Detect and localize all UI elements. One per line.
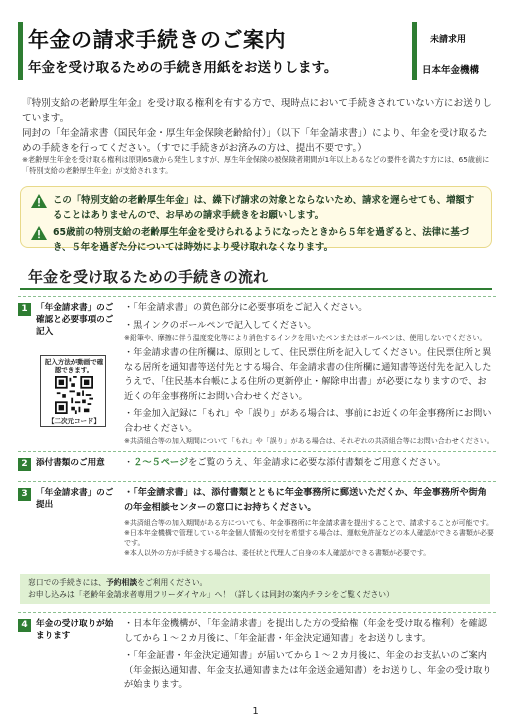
agency-name: 日本年金機構 bbox=[422, 65, 480, 76]
flow-title: 年金を受け取るための手続きの流れ bbox=[28, 268, 269, 286]
step-1-note-2: ※共済組合等の加入期間について「もれ」や「誤り」がある場合は、それぞれの共済組合等にお問い合わせください。 bbox=[124, 437, 494, 445]
step-number: 4 bbox=[18, 619, 31, 632]
step-2-bullet: ・ bbox=[124, 457, 134, 468]
warning-item bbox=[31, 225, 483, 255]
warning-text-1: この「特別支給の老齢厚生年金」は、繰下げ請求の対象とならないため、請求を遅らせても、増額することはありませんので、お早めの請求手続きをお願いします。 bbox=[53, 195, 475, 221]
step-3-note-3: ※本人以外の方が手続きする場合は、委任状と代理人ご自身の本人確認ができる書類が必要です。 bbox=[124, 549, 431, 557]
step-label: 添付書類のご用意 bbox=[36, 458, 105, 468]
step-number: 1 bbox=[18, 303, 31, 316]
reservation-line-1 bbox=[28, 577, 482, 589]
pages-reference-link[interactable]: ２～５ページ bbox=[133, 457, 189, 468]
qr-caption: 【二次元コード】 bbox=[48, 417, 100, 425]
step-1-item-3: ・年金請求書の住所欄は、原則として、住民票住所を記入してください。住民票住所と異なる居所を通知書等送付先とする場合、年金請求書の住所欄に通知書等送付先を記入したうえで、「住民基本台帳による住所の更新停止・解除申出書」が必要になりますので、お近くの年金事務所にお問い合わせください。 bbox=[124, 347, 492, 402]
step-body bbox=[124, 456, 494, 471]
warning-box bbox=[20, 186, 492, 253]
step-3-main: ・「年金請求書」は、添付書類とともに年金事務所に郵送いただくか、年金事務所や街角の年金相談センターの窓口にお持ちください。 bbox=[124, 487, 487, 513]
page-title: 年金の請求手続きのご案内 bbox=[28, 28, 286, 52]
step-number: 3 bbox=[18, 488, 31, 501]
step-body bbox=[124, 617, 494, 693]
document-type-label: 未請求用 bbox=[430, 35, 467, 45]
page-subtitle: 年金を受け取るための手続き用紙をお送りします。 bbox=[28, 60, 338, 76]
reservation-info-box bbox=[20, 574, 490, 604]
step-4 bbox=[18, 612, 496, 704]
step-3 bbox=[18, 481, 496, 573]
flow-section-heading bbox=[20, 264, 492, 290]
warning-triangle-icon bbox=[31, 194, 47, 208]
warning-text-2: 65歳前の特別支給の老齢厚生年金を受けられるようになったときから５年を過ぎると、法律に基づき、５年を過ぎた分については時効により受け取れなくなります。 bbox=[53, 227, 470, 253]
step-3-note-1: ※共済組合等の加入期間がある方についても、年金事務所に年金請求書を提出することで、請求することが可能です。 bbox=[124, 519, 494, 527]
qr-title: 記入方法が動画で確認できます。 bbox=[44, 358, 104, 374]
step-4-item-1: ・日本年金機構が、「年金請求書」を提出した方の受給権（年金を受け取る権利）を確認してから１～２カ月後に、「年金証書・年金決定通知書」をお送りします。 bbox=[124, 618, 487, 644]
header-divider bbox=[412, 22, 417, 80]
step-1-item-2: ・黒インクのボールペンで記入してください。 bbox=[124, 319, 317, 331]
intro-note: ※老齢厚生年金を受け取る権利は原則65歳から発生しますが、厚生年金保険の被保険者期間が1年以上あるなどの要件を満たす方には、65歳前に「特別支給の老齢厚生年金」が支給されます。 bbox=[22, 155, 490, 175]
qr-code-icon[interactable] bbox=[55, 376, 93, 414]
step-1-note-1: ※鉛筆や、摩擦に伴う温度変化等により消色するインクを用いたペンまたはボールペンは、使用しないでください。 bbox=[124, 334, 487, 342]
step-label: 「年金請求書」のご提出 bbox=[36, 488, 114, 510]
warning-item bbox=[31, 193, 483, 223]
step-1 bbox=[18, 296, 496, 448]
step-body bbox=[124, 486, 494, 558]
document-header bbox=[18, 22, 492, 80]
warning-triangle-icon bbox=[31, 226, 47, 240]
step-label: 「年金請求書」のご確認と必要事項のご記入 bbox=[36, 303, 114, 337]
intro-paragraph-1: 『特別支給の老齢厚生年金』を受け取る権利を有する方で、現時点において手続きされていない方にお送りしています。 bbox=[22, 98, 492, 124]
reservation-text: をご利用ください。 bbox=[137, 578, 208, 587]
step-label: 年金の受け取りが始まります bbox=[36, 619, 114, 641]
header-accent-bar bbox=[18, 22, 23, 80]
step-body bbox=[124, 301, 494, 446]
step-4-item-2: ・「年金証書・年金決定通知書」が届いてから１～２カ月後に、年金のお支払いのご案内（年金振込通知書、年金支払通知書または年金送金通知書）をお送りし、年金の受け取りが始まります。 bbox=[124, 650, 492, 690]
step-number: 2 bbox=[18, 458, 31, 471]
step-2-text: をご覧のうえ、年金請求に必要な添付書類をご用意ください。 bbox=[188, 457, 446, 468]
intro-paragraph-2: 同封の「年金請求書（国民年金・厚生年金保険老齢給付）」（以下「年金請求書」）により、年金を受け取るための手続きを行ってください。（すでに手続きがお済みの方は、提出不要です。） bbox=[22, 128, 488, 154]
reservation-line-2: お申し込みは「老齢年金請求者専用フリーダイヤル」へ！（詳しくは同封の案内チラシをご覧ください） bbox=[28, 590, 394, 599]
step-1-item-4: ・年金加入記録に「もれ」や「誤り」がある場合は、事前にお近くの年金事務所にお問い合わせください。 bbox=[124, 408, 492, 434]
step-2 bbox=[18, 451, 496, 479]
page-number: 1 bbox=[252, 706, 259, 717]
intro-text bbox=[22, 96, 492, 156]
reservation-text: 窓口での手続きには、 bbox=[28, 578, 106, 587]
step-3-note-2: ※日本年金機構で管理している年金個人情報の交付を希望する場合は、運転免許証などの本人確認ができる書類が必要です。 bbox=[124, 529, 494, 547]
reservation-keyword: 予約相談 bbox=[105, 578, 138, 587]
qr-code-panel[interactable] bbox=[40, 355, 106, 427]
step-1-item-1: ・「年金請求書」の黄色部分に必要事項をご記入ください。 bbox=[124, 302, 368, 313]
